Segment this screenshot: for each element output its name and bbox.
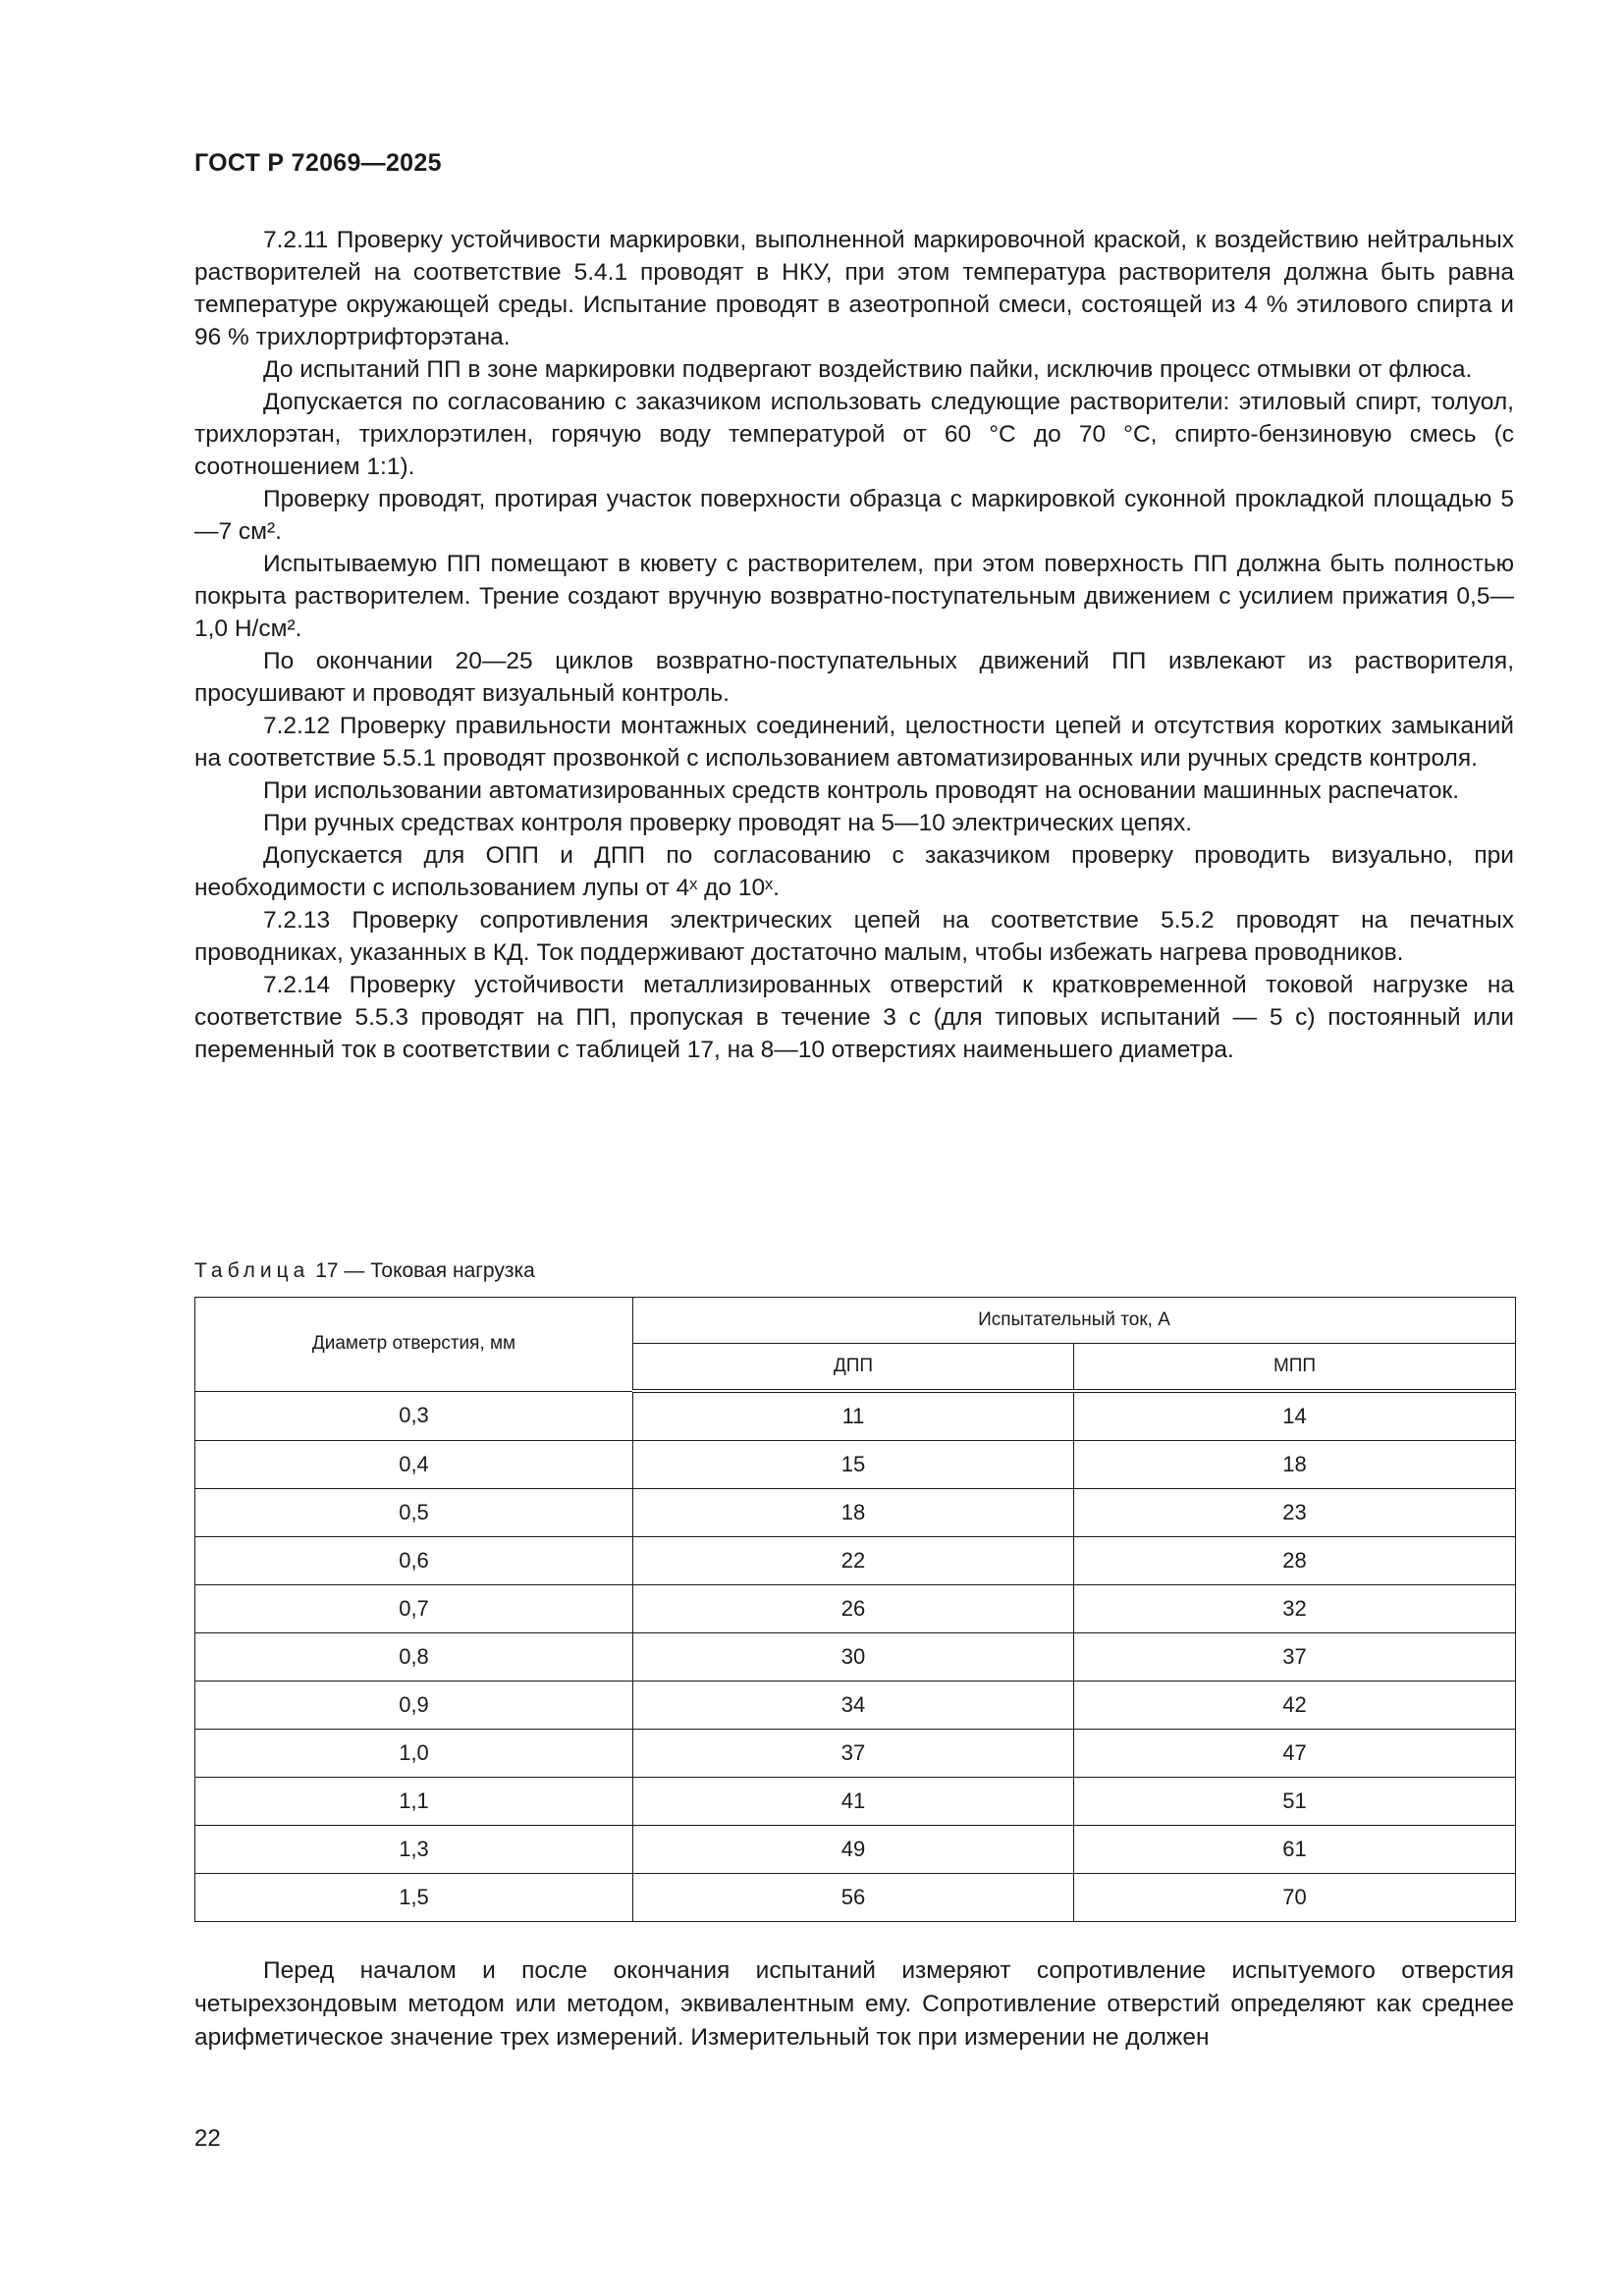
cell-diameter: 0,7 [195,1585,633,1633]
cell-diameter: 0,6 [195,1537,633,1585]
table-row [195,1682,1516,1730]
paragraph: По окончании 20—25 циклов возвратно-поступательных движений ПП извлекают из растворителя, просушивают и проводят визуальный контроль. [194,648,1514,707]
cell-mpp: 23 [1074,1489,1516,1537]
cell-diameter: 1,3 [195,1826,633,1874]
page-number: 22 [194,2125,221,2152]
cell-mpp: 32 [1074,1585,1516,1633]
table-caption [194,1259,535,1283]
table-row [195,1874,1516,1922]
table-row [195,1633,1516,1682]
paragraph: Испытываемую ПП помещают в кювету с растворителем, при этом поверхность ПП должна быть полностью покрыта растворителем. Трение создают вручную возвратно-поступательным движением с усилием прижатия 0,5—1,0 Н/см². [194,551,1514,642]
cell-diameter: 1,5 [195,1874,633,1922]
paragraph: При ручных средствах контроля проверку проводят на 5—10 электрических цепях. [263,810,1193,836]
cell-dpp: 11 [633,1391,1074,1441]
paragraph: Проверку проводят, протирая участок поверхности образца с маркировкой суконной прокладкой площадью 5—7 см². [194,486,1514,545]
table-row [195,1730,1516,1778]
cell-dpp: 37 [633,1730,1074,1778]
paragraph: Допускается по согласованию с заказчиком использовать следующие растворители: этиловый спирт, толуол, трихлорэтан, трихлорэтилен, горячую воду температурой от 60 °С до 70 °С, спирто-бензиновую смесь (с соотношением 1:1). [194,389,1514,480]
cell-dpp: 22 [633,1537,1074,1585]
paragraph-7-2-14: 7.2.14 Проверку устойчивости металлизированных отверстий к кратковременной токовой нагрузке на соответствие 5.5.3 проводят на ПП, пропуская в течение 3 с (для типовых испытаний — 5 с) постоянный или переменный ток в соответствии с таблицей 17, на 8—10 отверстиях наименьшего диаметра. [194,972,1514,1063]
cell-dpp: 49 [633,1826,1074,1874]
table-row [195,1778,1516,1826]
table-body [195,1391,1516,1922]
cell-dpp: 26 [633,1585,1074,1633]
table-row [195,1391,1516,1441]
table-row [195,1537,1516,1585]
cell-mpp: 61 [1074,1826,1516,1874]
paragraph-7-2-12: 7.2.12 Проверку правильности монтажных соединений, целостности цепей и отсутствия коротких замыканий на соответствие 5.5.1 проводят прозвонкой с использованием автоматизированных или ручных средств контроля. [194,713,1514,772]
header-mpp: МПП [1074,1344,1516,1392]
body-text [194,224,1514,1066]
current-load-table [194,1297,1516,1922]
cell-mpp: 42 [1074,1682,1516,1730]
cell-diameter: 0,5 [195,1489,633,1537]
cell-diameter: 1,1 [195,1778,633,1826]
table-caption-title: 17 — Токовая нагрузка [315,1259,535,1282]
header-dpp: ДПП [633,1344,1074,1392]
cell-dpp: 34 [633,1682,1074,1730]
table-row [195,1826,1516,1874]
paragraph-7-2-13: 7.2.13 Проверку сопротивления электрических цепей на соответствие 5.5.2 проводят на печатных проводниках, указанных в КД. Ток поддерживают достаточно малым, чтобы избежать нагрева проводников. [194,907,1514,966]
table-row [195,1585,1516,1633]
cell-mpp: 28 [1074,1537,1516,1585]
cell-dpp: 18 [633,1489,1074,1537]
cell-mpp: 37 [1074,1633,1516,1682]
paragraph-7-2-11: 7.2.11 Проверку устойчивости маркировки, выполненной маркировочной краской, к воздействию нейтральных растворителей на соответствие 5.4.1 проводят в НКУ, при этом температура растворителя должна быть равна температуре окружающей среды. Испытание проводят в азеотропной смеси, состоящей из 4 % этилового спирта и 96 % трихлортрифторэтана. [194,227,1514,350]
table-caption-label: Таблица [194,1259,310,1282]
cell-dpp: 41 [633,1778,1074,1826]
paragraph: Перед началом и после окончания испытаний измеряют сопротивление испытуемого отверстия четырехзондовым методом или методом, эквивалентным ему. Сопротивление отверстий определяют как среднее арифметическое значение трех измерений. Измерительный ток при измерении не должен [194,1957,1514,2051]
header-diameter: Диаметр отверстия, мм [195,1298,633,1392]
cell-diameter: 1,0 [195,1730,633,1778]
cell-dpp: 56 [633,1874,1074,1922]
paragraph: До испытаний ПП в зоне маркировки подвергают воздействию пайки, исключив процесс отмывки от флюса. [263,356,1473,383]
table-row [195,1489,1516,1537]
cell-diameter: 0,9 [195,1682,633,1730]
cell-diameter: 0,8 [195,1633,633,1682]
cell-mpp: 14 [1074,1391,1516,1441]
table-row [195,1441,1516,1489]
paragraph: Допускается для ОПП и ДПП по согласованию с заказчиком проверку проводить визуально, при необходимости с использованием лупы от 4ˣ до 10ˣ. [194,842,1514,901]
cell-mpp: 18 [1074,1441,1516,1489]
cell-dpp: 30 [633,1633,1074,1682]
cell-mpp: 70 [1074,1874,1516,1922]
cell-dpp: 15 [633,1441,1074,1489]
paragraph: При использовании автоматизированных средств контроль проводят на основании машинных распечаток. [263,777,1460,804]
document-header: ГОСТ Р 72069—2025 [194,149,442,177]
cell-mpp: 51 [1074,1778,1516,1826]
header-test-current: Испытательный ток, А [633,1298,1516,1344]
cell-diameter: 0,4 [195,1441,633,1489]
cell-diameter: 0,3 [195,1391,633,1441]
after-table-text [194,1954,1514,2055]
cell-mpp: 47 [1074,1730,1516,1778]
